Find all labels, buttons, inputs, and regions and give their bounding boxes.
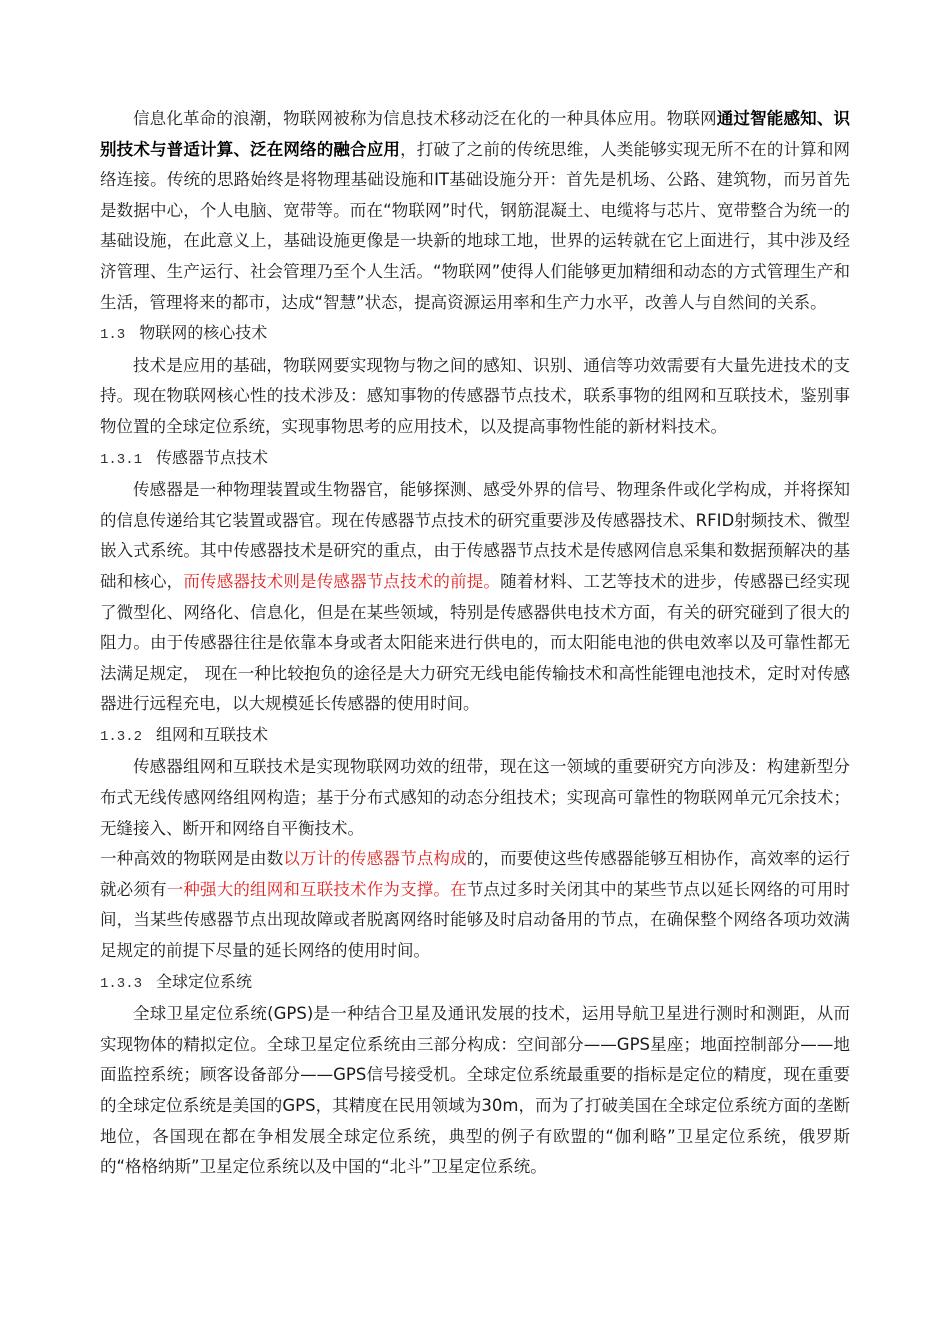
- network-text-1: 一种高效的物联网是由数: [100, 849, 284, 869]
- section-1-3-3-paragraph: 全球卫星定位系统(GPS)是一种结合卫星及通讯发展的技术，运用导航卫星进行测时和测距，从而实现物体的精拟定位。全球卫星定位系统由三部分构成：空间部分——GPS星座；地面控制部分——地面监控系统；顾客设备部分——GPS信号接受机。全球定位系统最重要的指标是定位的精度，现在重要的全球定位系统是美国的GPS，其精度在民用领域为30m，而为了打破美国在全球定位系统方面的垄断地位，各国现在都在争相发展全球定位系统，典型的例子有欧盟的“伽利略”卫星定位系统，俄罗斯的“格格纳斯”卫星定位系统以及中国的“北斗”卫星定位系统。: [100, 1004, 850, 1177]
- section-1-3-1-paragraph: [100, 475, 850, 720]
- section-1-3-2-paragraph: 传感器组网和互联技术是实现物联网功效的纽带，现在这一领域的重要研究方向涉及：构建新型分布式无线传感网络组网构造；基于分布式感知的动态分组技术；实现高可靠性的物联网单元冗余技术；无缝接入、断开和网络自平衡技术。: [100, 757, 850, 838]
- sensor-text-1: 传感器是一种物理装置或生物器官，能够探测、感受外界的信号、物理条件或化学构成，并将探知的信息传递给其它装置或器官。现在传感器节点技术的研究重要涉及传感器技术、RFID射频技术、微型嵌入式系统。其中传感器技术是研究的重点，由于传感器节点技术是传感网信息采集和数据预解决的基础和核心，: [100, 480, 850, 591]
- section-title: 组网和互联技术: [156, 724, 269, 744]
- section-1-3-2-paragraph-2: [100, 844, 850, 966]
- network-text-2: 的，而要使这些传感器能够互相协作，高效率的运行就必须有: [100, 849, 851, 899]
- section-number: 1.3: [100, 327, 126, 344]
- sensor-text-2: 随着材料、工艺等技术的进步，传感器已经实现了微型化、网络化、信息化，但是在某些领域，特别是传感器供电技术方面，有关的研究碰到了很大的阻力。由于传感器往往是依靠本身或者太阳能来进行供电的，而太阳能电池的供电效率以及可靠性都无法满足规定， 现在一种比较抱负的途径是大力研究无线电能传输技术和高性能锂电池技术，定时对传感器进行远程充电，以大规模延长传感器的使用时间。: [100, 571, 851, 714]
- section-heading-1-3-1: [100, 443, 850, 476]
- intro-text-2: ，打破了之前的传统思维，人类能够实现无所不在的计算和网络连接。传统的思路始终是将物理基础设施和IT基础设施分开：首先是机场、公路、建筑物，而另首先是数据中心，个人电脑、宽带等。而在“物联网”时代，钢筋混凝土、电缆将与芯片、宽带整合为统一的基础设施，在此意义上，基础设施更像是一块新的地球工地，世界的运转就在它上面进行，其中涉及经济管理、生产运行、社会管理乃至个人生活。“物联网”使得人们能够更加精细和动态的方式管理生产和生活，管理将来的都市，达成“智慧”状态，提高资源运用率和生产力水平，改善人与自然间的关系。: [100, 139, 851, 312]
- section-heading-1-3-3: [100, 967, 850, 1000]
- section-heading-1-3-2: [100, 720, 850, 753]
- network-highlight-2: 一种强大的组网和互联技术作为支撑。在: [166, 879, 467, 899]
- section-title: 全球定位系统: [156, 971, 253, 991]
- intro-text-1: 信息化革命的浪潮，物联网被称为信息技术移动泛在化的一种具体应用。物联网: [133, 109, 717, 128]
- sensor-highlight: 而传感器技术则是传感器节点技术的前提。: [183, 571, 501, 591]
- intro-bold-phrase: 通过智能感知、识别技术与普适计算、泛在网络的融合应用: [100, 109, 851, 159]
- section-heading-1-3: [100, 318, 850, 351]
- section-number: 1.3.1: [100, 451, 143, 468]
- section-title: 物联网的核心技术: [139, 323, 268, 343]
- section-1-3-paragraph: 技术是应用的基础，物联网要实现物与物之间的感知、识别、通信等功效需要有大量先进技术的支持。现在物联网核心性的技术涉及：感知事物的传感器节点技术，联系事物的组网和互联技术，鉴别事物位置的全球定位系统，实现事物思考的应用技术，以及提高事物性能的新材料技术。: [100, 355, 850, 436]
- section-number: 1.3.3: [100, 975, 143, 992]
- section-title: 传感器节点技术: [156, 447, 269, 467]
- section-number: 1.3.2: [100, 728, 143, 745]
- network-text-3: 节点过多时关闭其中的某些节点以延长网络的可用时间，当某些传感器节点出现故障或者脱离网络时能够及时启动备用的节点，在确保整个网络各项功效满足规定的前提下尽量的延长网络的使用时间。: [100, 879, 851, 961]
- document-page: [100, 104, 850, 1183]
- intro-paragraph: [100, 104, 850, 318]
- network-highlight-1: 以万计的传感器节点构成: [283, 849, 467, 869]
